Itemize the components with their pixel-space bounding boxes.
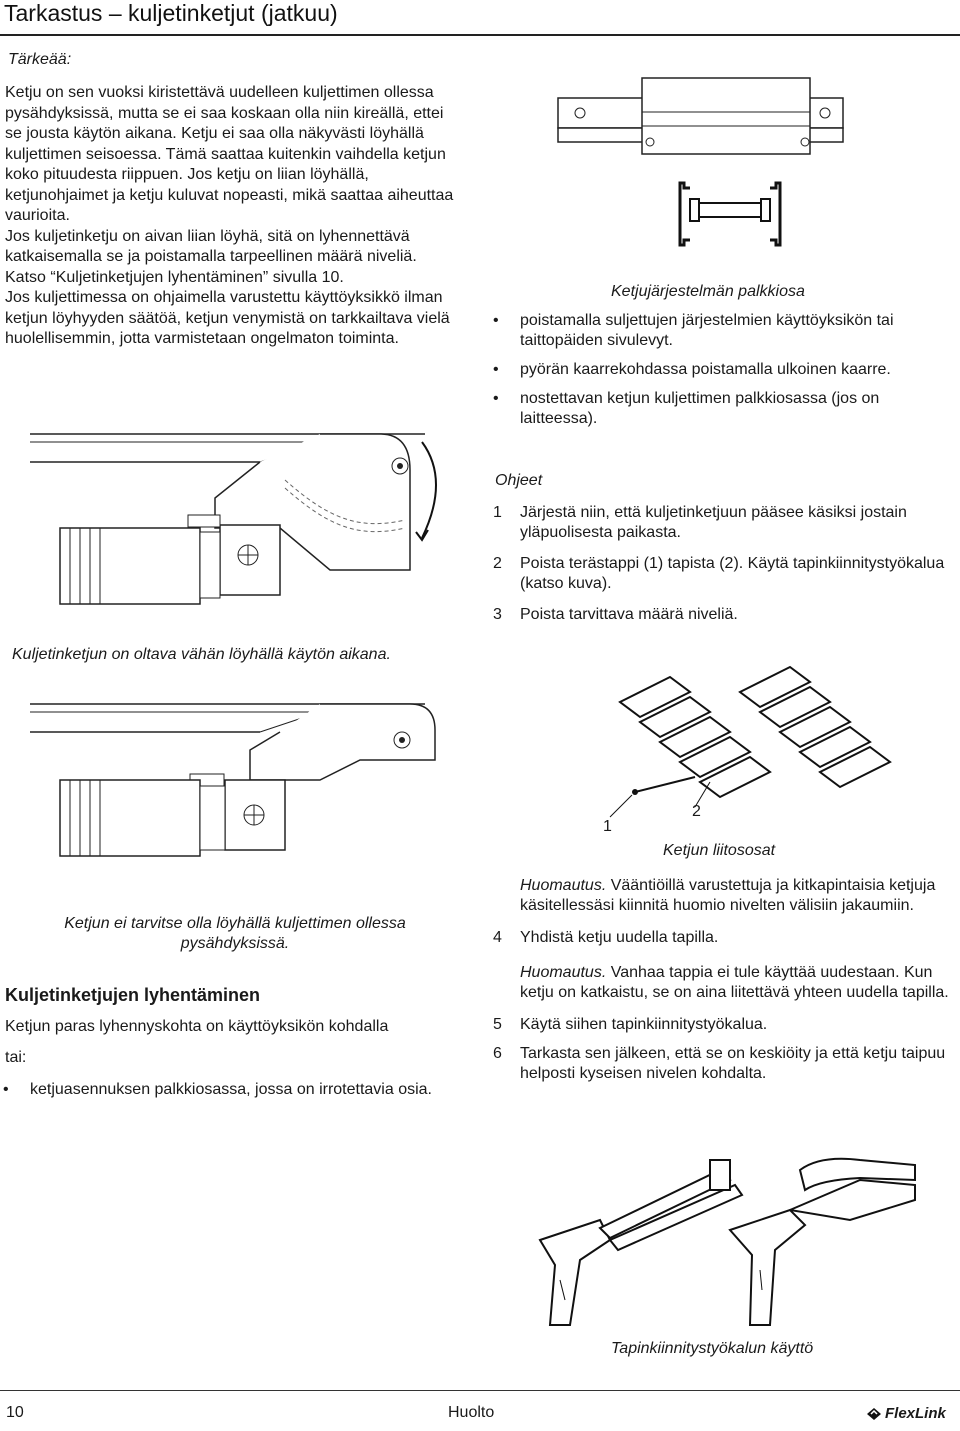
note-2: Huomautus. Vanhaa tappia ei tule käyttää uudestaan. Kun ketju on katkaistu, se on aina liitettävä yhteen uudella tapilla. [520,964,949,1001]
footer-section: Huolto [448,1404,495,1421]
list-item: • nostettavan ketjun kuljettimen palkkiosassa (jos on laitteessa). [493,390,880,427]
footer-divider [0,1390,960,1391]
important-heading: Tärkeää: [8,51,72,68]
step-item: 3 Poista tarvittava määrä niveliä. [493,606,738,623]
shortening-bullets [0,1080,460,1109]
bullet-icon: • [493,390,499,407]
shortening-intro: Ketjun paras lyhennyskohta on käyttöyksikön kohdalla [5,1018,389,1035]
list-item: • pyörän kaarrekohdassa poistamalla ulkoinen kaarre. [493,361,891,378]
step-item: 2 Poista terästappi (1) tapista (2). Käytä tapinkiinnitystyökalua (katso kuva). [493,555,945,592]
drive-unit-slack-figure [30,420,460,635]
slack-caption: Kuljetinketjun on oltava vähän löyhällä käytön aikana. [12,646,391,663]
pin-tool-drawing [520,1140,920,1330]
important-paragraph-1: Ketju on sen vuoksi kiristettävä uudelleen kuljettimen ollessa pysähdyksissä, mutta se ei saa koskaan olla niin kireällä, ettei se jousta käytön aikana. Ketju ei saa olla näkyvästi löyhällä kuljettimen seisoessa. Tämä saattaa kuitenkin vaihdella ketjun koko pituudesta riippuen. Jos ketju on liian löyhällä, ketjunohjaimet ja ketju kuluvat nopeasti, mikä saattaa aiheuttaa vaurioita. [5,84,454,224]
important-paragraph-2: Jos kuljetinketju on aivan liian löyhä, sitä on lyhennettävä katkaisemalla se ja poistamalla tarpeellinen määrä niveliä. Katso “Kuljetinketjujen lyhentäminen” sivulla 10. [5,227,417,286]
joint-caption: Ketjun liitososat [663,842,776,859]
beam-caption: Ketjujärjestelmän palkkiosa [611,283,805,300]
flexlink-mark-icon [866,1407,882,1421]
instructions-heading: Ohjeet [495,472,543,489]
no-slack-caption: Ketjun ei tarvitse olla löyhällä kuljettimen ollessa pysähdyksissä. [64,915,406,952]
steps-list-a [490,503,955,625]
drive-unit-noslack-drawing [30,690,460,890]
step-item: 6 Tarkasta sen jälkeen, että se on keskiöity ja että ketju taipuu helposti kyseisen nivelen kohdalta. [493,1045,946,1082]
list-item: • poistamalla suljettujen järjestelmien käyttöyksikön tai taittopäiden sivulevyt. [493,312,894,349]
steps-list-b [490,876,955,1084]
title-divider [0,34,960,36]
bullet-icon: • [3,1081,9,1098]
flexlink-logo: FlexLink [866,1405,946,1422]
step-item: 1 Järjestä niin, että kuljetinketjuun pääsee käsiksi jostain yläpuolisesta paikasta. [493,504,907,541]
beam-bullets [490,311,955,438]
beam-figure [550,76,850,276]
bullet-icon: • [493,312,499,329]
drive-unit-noslack-figure [30,690,460,890]
label-link: 2 [692,803,701,820]
list-item: • ketjuasennuksen palkkiosassa, jossa on irrotettavia osia. [3,1081,432,1098]
note-1: Huomautus. Vääntiöillä varustettuja ja kitkapintaisia ketjuja käsitellessäsi kiinnitä huomio nivelten välisiin jakaumiin. [520,877,936,914]
page-number: 10 [6,1404,24,1421]
shortening-heading: Kuljetinketjujen lyhentäminen [5,985,261,1005]
chain-joint-figure [600,662,900,842]
tool-caption: Tapinkiinnitystyökalun käyttö [611,1340,814,1357]
important-text [5,83,455,350]
beam-drawing [550,76,850,276]
step-item: 4 Yhdistä ketju uudella tapilla. [493,929,719,946]
important-paragraph-3: Jos kuljettimessa on ohjaimella varustettu käyttöyksikkö ilman ketjun löyhyyden säätöä, ketjun venymistä on tarkkailtava vielä huolellisemmin, jotta varmistetaan ongelmaton toiminta. [5,289,450,347]
label-pin: 1 [603,818,612,835]
pin-tool-figure [520,1140,920,1330]
bullet-icon: • [493,361,499,378]
drive-unit-slack-drawing [30,420,460,635]
page-title: Tarkastus – kuljetinketjut (jatkuu) [4,0,338,26]
shortening-or: tai: [5,1049,27,1066]
chain-joint-drawing [600,662,900,842]
step-item: 5 Käytä siihen tapinkiinnitystyökalua. [493,1016,768,1033]
